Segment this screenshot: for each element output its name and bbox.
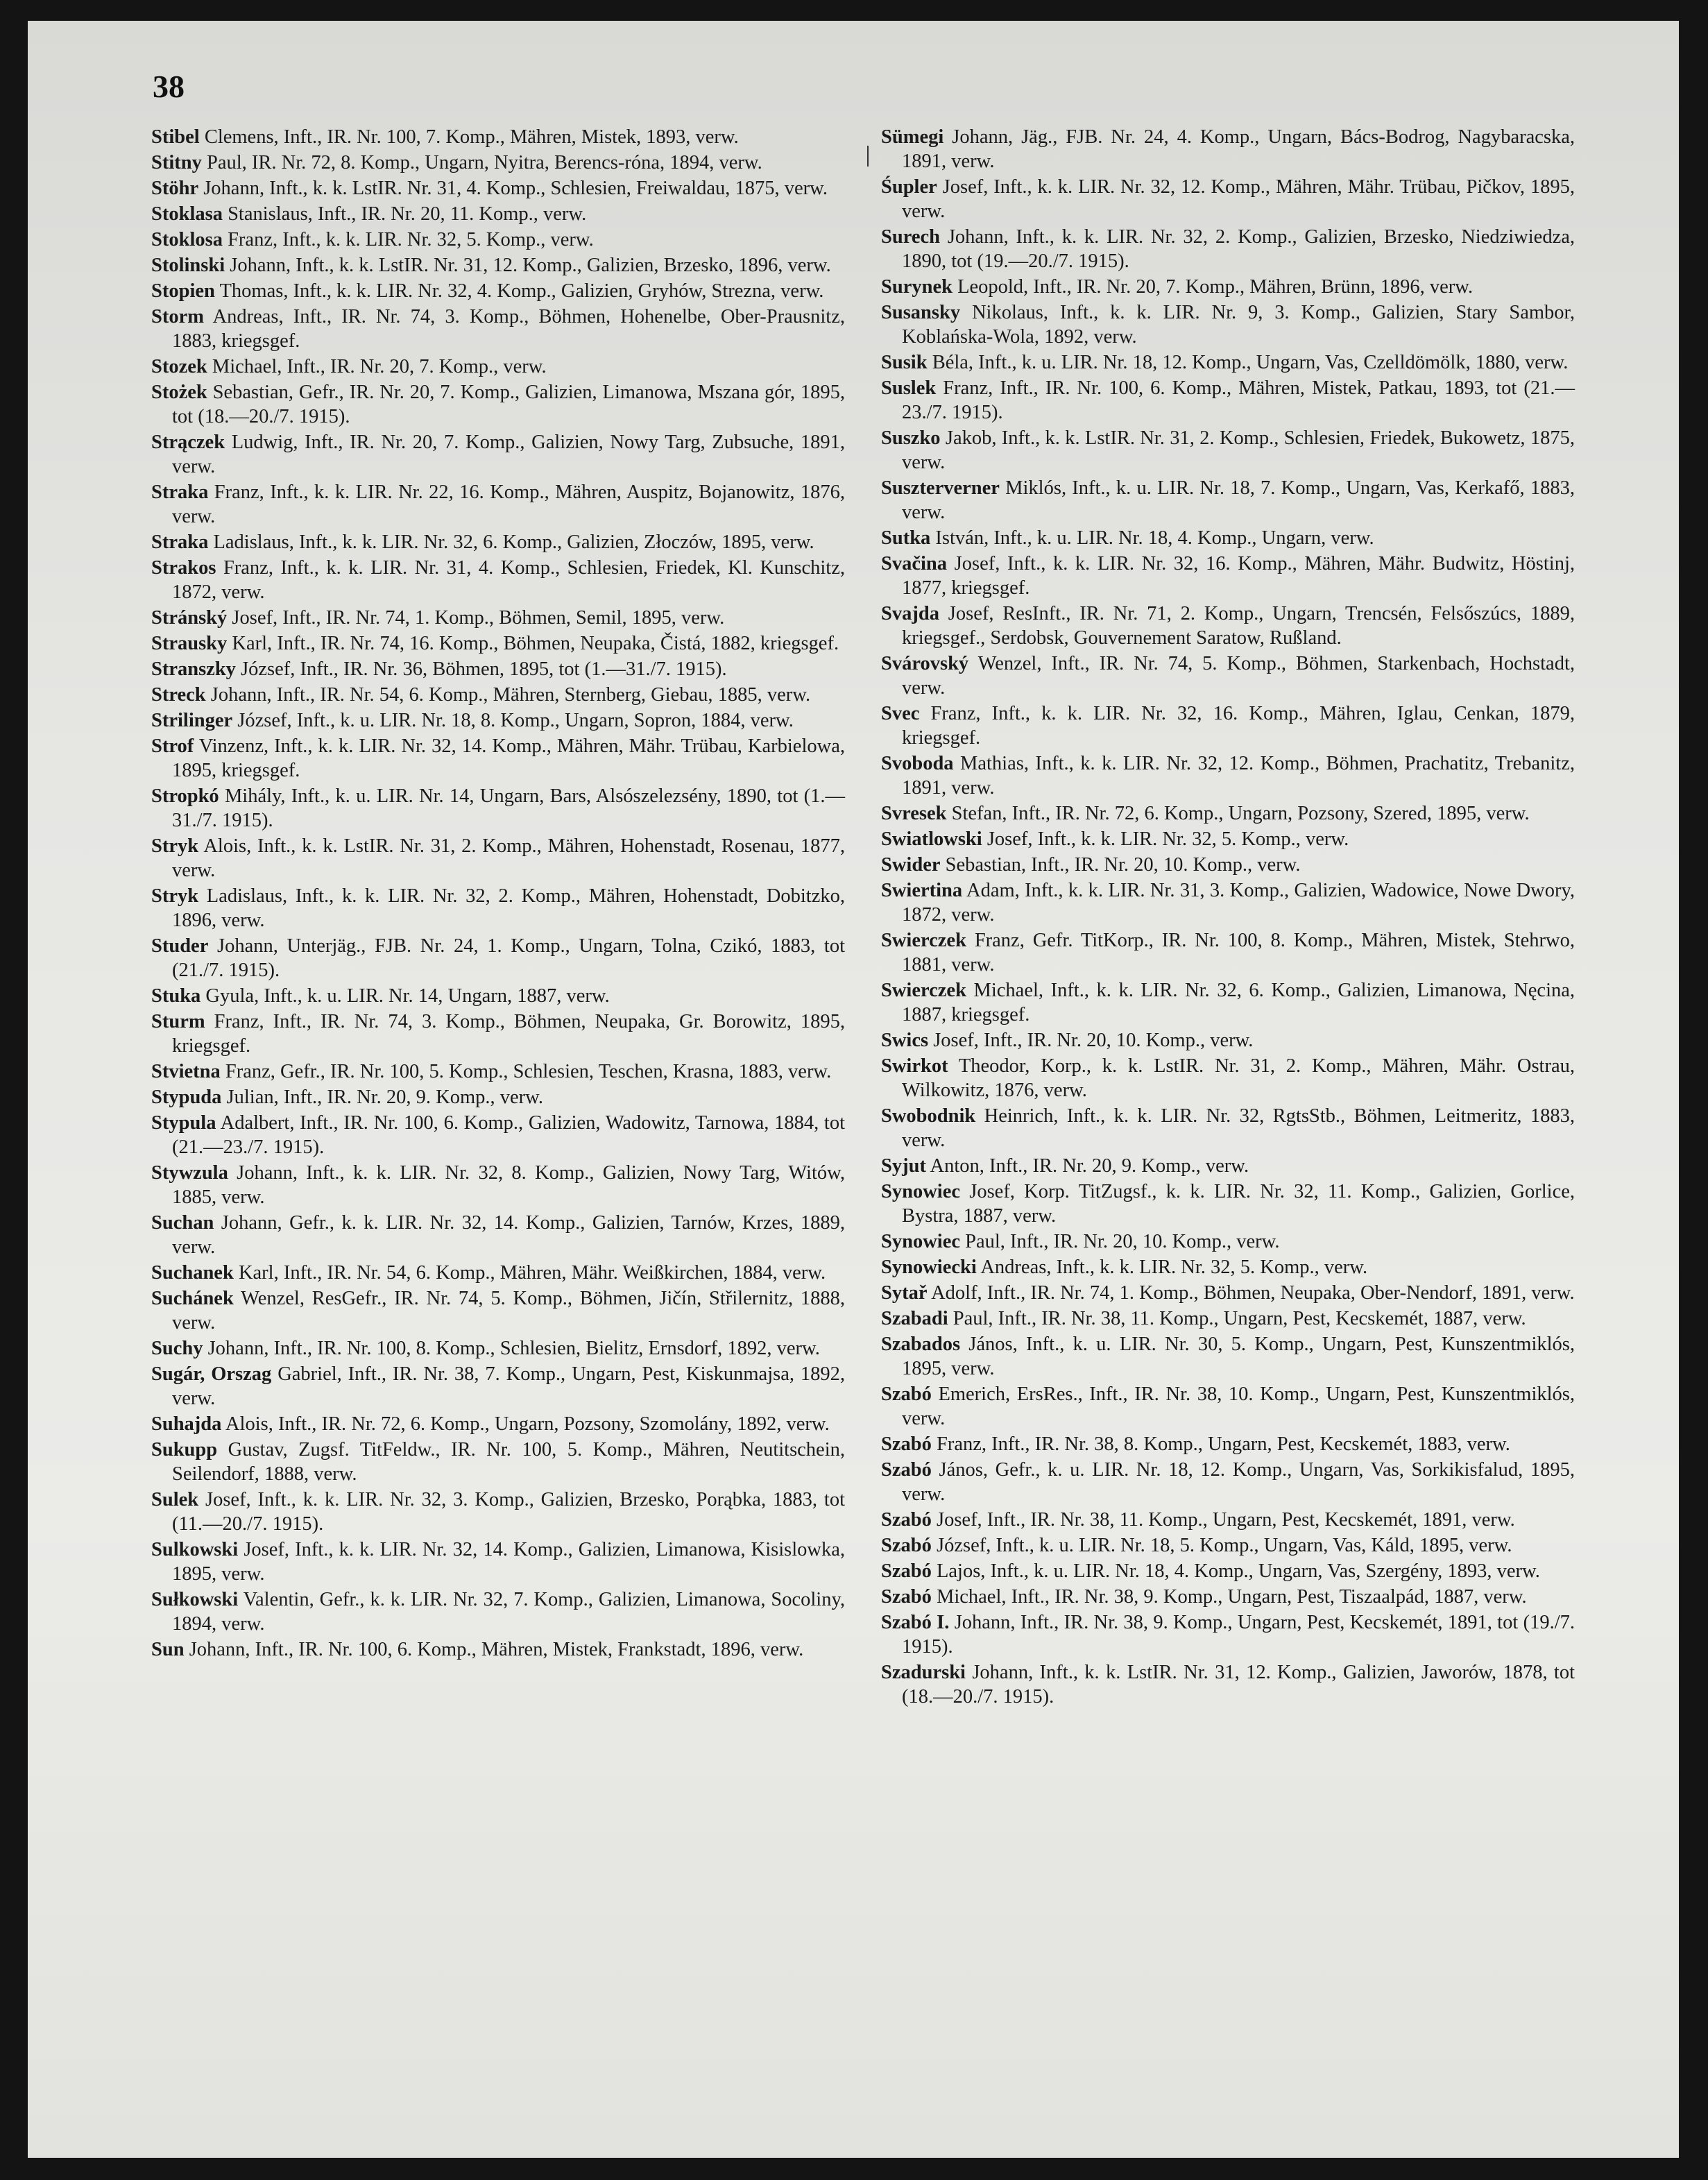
list-entry	[881, 853, 1575, 877]
entry-text: Miklós, Inft., k. u. LIR. Nr. 18, 7. Komp., Ungarn, Vas, Kerkafő, 1883, verw.	[902, 477, 1575, 523]
entry-name: Szabó	[881, 1509, 932, 1531]
entry-name: Stránský	[151, 607, 228, 629]
list-entry	[881, 1508, 1575, 1532]
entry-name: Svárovský	[881, 653, 969, 674]
entry-text: Josef, Inft., IR. Nr. 38, 11. Komp., Ungarn, Pest, Kecskemét, 1891, verw.	[936, 1509, 1515, 1531]
entry-text: Josef, Inft., k. k. LIR. Nr. 32, 12. Komp., Mähren, Mähr. Trübau, Pičkov, 1895, verw.	[902, 176, 1575, 222]
list-entry	[151, 430, 845, 479]
list-entry	[151, 1336, 845, 1361]
entry-name: Szabó I.	[881, 1612, 950, 1633]
list-entry	[881, 701, 1575, 750]
entry-name: Svresek	[881, 803, 947, 824]
entry-name: Szabó	[881, 1383, 932, 1405]
entry-text: Johann, Inft., k. k. LstIR. Nr. 31, 4. Komp., Schlesien, Freiwaldau, 1875, verw.	[203, 178, 828, 199]
entry-text: Johann, Inft., IR. Nr. 100, 8. Komp., Schlesien, Bielitz, Ernsdorf, 1892, verw.	[207, 1338, 820, 1359]
entry-name: Synowiecki	[881, 1257, 977, 1278]
list-entry	[881, 1432, 1575, 1456]
entry-name: Suszko	[881, 427, 941, 449]
entry-text: Paul, Inft., IR. Nr. 20, 10. Komp., verw.	[965, 1231, 1280, 1252]
list-entry	[881, 376, 1575, 425]
entry-text: János, Gefr., k. u. LIR. Nr. 18, 12. Komp., Ungarn, Vas, Sorkikisfalud, 1895, verw.	[902, 1459, 1575, 1505]
entry-text: Paul, Inft., IR. Nr. 38, 11. Komp., Ungarn, Pest, Kecskemét, 1887, verw.	[953, 1308, 1526, 1329]
entry-text: Johann, Inft., k. k. LstIR. Nr. 31, 12. Komp., Galizien, Brzesko, 1896, verw.	[230, 255, 831, 276]
entry-text: Johann, Jäg., FJB. Nr. 24, 4. Komp., Ungarn, Bács-Bodrog, Nagybaracska, 1891, verw.	[902, 126, 1575, 172]
entry-text: Franz, Gefr., IR. Nr. 100, 5. Komp., Schlesien, Teschen, Krasna, 1883, verw.	[225, 1061, 832, 1082]
list-entry	[151, 934, 845, 982]
entry-name: Stvietna	[151, 1061, 221, 1082]
entry-text: Josef, Inft., k. k. LIR. Nr. 32, 14. Komp., Galizien, Limanowa, Kisislowka, 1895, verw.	[172, 1539, 846, 1585]
entry-name: Szabados	[881, 1334, 961, 1355]
entry-name: Stywzula	[151, 1162, 228, 1184]
entry-text: Josef, Inft., IR. Nr. 74, 1. Komp., Böhmen, Semil, 1895, verw.	[232, 607, 725, 629]
list-entry	[151, 279, 845, 303]
entry-name: Svoboda	[881, 753, 954, 774]
entry-name: Susik	[881, 352, 928, 373]
entry-name: Svačina	[881, 553, 948, 574]
entry-name: Suszterverner	[881, 477, 1000, 499]
list-entry	[151, 734, 845, 783]
entry-text: Johann, Gefr., k. k. LIR. Nr. 32, 14. Komp., Galizien, Tarnów, Krzes, 1889, verw.	[172, 1212, 845, 1258]
entry-name: Stypuda	[151, 1087, 222, 1108]
entry-name: Stryk	[151, 885, 199, 907]
column-divider	[867, 146, 869, 167]
list-entry	[881, 602, 1575, 650]
entry-name: Stozek	[151, 356, 207, 377]
list-entry	[881, 1054, 1575, 1102]
entry-name: Szabó	[881, 1535, 932, 1556]
entry-name: Swierczek	[881, 930, 966, 951]
list-entry	[881, 1559, 1575, 1583]
entry-text: Clemens, Inft., IR. Nr. 100, 7. Komp., Mähren, Mistek, 1893, verw.	[204, 126, 739, 148]
entry-name: Suhajda	[151, 1413, 222, 1435]
entry-name: Synowiec	[881, 1181, 960, 1202]
entry-text: Franz, Inft., k. k. LIR. Nr. 32, 5. Komp., verw.	[228, 229, 594, 250]
entry-text: Wenzel, Inft., IR. Nr. 74, 5. Komp., Böhmen, Starkenbach, Hochstadt, verw.	[902, 653, 1575, 699]
entry-name: Straka	[151, 531, 209, 553]
entry-name: Stoklasa	[151, 203, 223, 225]
entry-name: Synowiec	[881, 1231, 960, 1252]
list-entry	[151, 657, 845, 681]
list-entry	[151, 1538, 845, 1586]
entry-text: Mathias, Inft., k. k. LIR. Nr. 32, 12. Komp., Böhmen, Prachatitz, Trebanitz, 1891, verw.	[902, 753, 1575, 799]
entry-name: Storm	[151, 306, 204, 327]
entry-text: József, Inft., k. u. LIR. Nr. 18, 8. Komp., Ungarn, Sopron, 1884, verw.	[237, 710, 794, 731]
list-entry	[151, 202, 845, 226]
list-entry	[151, 1438, 845, 1486]
list-entry	[881, 476, 1575, 525]
list-entry	[151, 784, 845, 833]
list-entry	[881, 300, 1575, 349]
entry-text: Gustav, Zugsf. TitFeldw., IR. Nr. 100, 5. Komp., Mähren, Neutitschein, Seilendorf, 1888, verw.	[172, 1439, 846, 1485]
entry-text: István, Inft., k. u. LIR. Nr. 18, 4. Komp., Ungarn, verw.	[935, 527, 1374, 549]
entry-name: Sulkowski	[151, 1539, 239, 1560]
list-entry	[881, 878, 1575, 927]
entry-text: Thomas, Inft., k. k. LIR. Nr. 32, 4. Komp., Galizien, Gryhów, Strezna, verw.	[219, 280, 824, 302]
entry-name: Szabadi	[881, 1308, 948, 1329]
entry-name: Sułkowski	[151, 1589, 239, 1610]
entry-text: Josef, Inft., IR. Nr. 20, 10. Komp., verw.	[933, 1030, 1254, 1051]
list-entry	[881, 275, 1575, 299]
entry-text: Leopold, Inft., IR. Nr. 20, 7. Komp., Mähren, Brünn, 1896, verw.	[957, 276, 1474, 298]
entry-name: Szabó	[881, 1560, 932, 1582]
entry-name: Stuka	[151, 985, 201, 1007]
entry-name: Suslek	[881, 377, 937, 399]
entry-text: Gabriel, Inft., IR. Nr. 38, 7. Komp., Ungarn, Pest, Kiskunmajsa, 1892, verw.	[172, 1363, 845, 1409]
entry-text: Johann, Inft., k. k. LIR. Nr. 32, 2. Komp., Galizien, Brzesko, Niedziwiedza, 1890, tot (19.—20./7. 1915).	[902, 226, 1575, 272]
list-entry	[151, 355, 845, 379]
entry-text: Johann, Inft., k. k. LstIR. Nr. 31, 12. Komp., Galizien, Jaworów, 1878, tot (18.—20./7. 1915).	[902, 1662, 1575, 1708]
list-entry	[151, 380, 845, 429]
entry-text: Valentin, Gefr., k. k. LIR. Nr. 32, 7. Komp., Galizien, Limanowa, Socoliny, 1894, verw.	[172, 1589, 845, 1635]
list-entry	[881, 801, 1575, 826]
entry-name: Szabó	[881, 1586, 932, 1608]
entry-name: Syjut	[881, 1155, 926, 1177]
entry-text: Josef, Inft., k. k. LIR. Nr. 32, 5. Komp., verw.	[987, 828, 1349, 850]
entry-name: Strakos	[151, 557, 216, 579]
list-entry	[151, 1161, 845, 1209]
list-entry	[881, 827, 1575, 851]
entry-name: Sytař	[881, 1282, 928, 1304]
list-entry	[881, 1660, 1575, 1709]
entry-text: Stanislaus, Inft., IR. Nr. 20, 11. Komp., verw.	[228, 203, 587, 225]
list-entry	[151, 1059, 845, 1084]
entry-name: Szadurski	[881, 1662, 966, 1683]
list-entry	[151, 228, 845, 252]
entry-name: Strof	[151, 735, 194, 757]
entry-text: Julian, Inft., IR. Nr. 20, 9. Komp., verw.	[226, 1087, 544, 1108]
list-entry	[151, 1010, 845, 1058]
list-entry	[881, 1332, 1575, 1381]
entry-name: Strączek	[151, 432, 225, 453]
entry-text: Alois, Inft., IR. Nr. 72, 6. Komp., Ungarn, Pozsony, Szomolány, 1892, verw.	[225, 1413, 830, 1435]
entry-name: Swobodnik	[881, 1105, 976, 1127]
entry-text: Lajos, Inft., k. u. LIR. Nr. 18, 4. Komp., Ungarn, Vas, Szergény, 1893, verw.	[936, 1560, 1540, 1582]
entry-text: Franz, Inft., IR. Nr. 100, 6. Komp., Mähren, Mistek, Patkau, 1893, tot (21.—23./7. 1915).	[902, 377, 1575, 423]
entry-text: Michael, Inft., IR. Nr. 38, 9. Komp., Ungarn, Pest, Tiszaalpád, 1887, verw.	[936, 1586, 1527, 1608]
entry-name: Sturm	[151, 1011, 205, 1032]
entry-text: Andreas, Inft., k. k. LIR. Nr. 32, 5. Komp., verw.	[980, 1257, 1368, 1278]
entry-text: Ludwig, Inft., IR. Nr. 20, 7. Komp., Galizien, Nowy Targ, Zubsuche, 1891, verw.	[172, 432, 846, 477]
entry-name: Sutka	[881, 527, 931, 549]
entry-text: Franz, Gefr. TitKorp., IR. Nr. 100, 8. Komp., Mähren, Mistek, Stehrwo, 1881, verw.	[902, 930, 1575, 976]
list-entry	[151, 1211, 845, 1259]
entry-text: József, Inft., IR. Nr. 36, Böhmen, 1895, tot (1.—31./7. 1915).	[241, 658, 727, 680]
entry-name: Svec	[881, 703, 920, 724]
entry-name: Śupler	[881, 176, 937, 198]
entry-text: János, Inft., k. u. LIR. Nr. 30, 5. Komp., Ungarn, Pest, Kunszentmiklós, 1895, verw.	[902, 1334, 1575, 1379]
entry-text: Michael, Inft., IR. Nr. 20, 7. Komp., verw.	[212, 356, 547, 377]
list-entry	[881, 1610, 1575, 1659]
list-entry	[881, 652, 1575, 700]
list-entry	[151, 984, 845, 1008]
entry-text: Adolf, Inft., IR. Nr. 74, 1. Komp., Böhmen, Neupaka, Ober-Nendorf, 1891, verw.	[931, 1282, 1575, 1304]
list-entry	[881, 928, 1575, 977]
entry-text: Adalbert, Inft., IR. Nr. 100, 6. Komp., Galizien, Wadowitz, Tarnowa, 1884, tot (21.—23./7. 1915).	[172, 1112, 845, 1158]
list-entry	[881, 1281, 1575, 1305]
entry-text: Béla, Inft., k. u. LIR. Nr. 18, 12. Komp., Ungarn, Vas, Czelldömölk, 1880, verw.	[932, 352, 1569, 373]
list-entry	[881, 1306, 1575, 1331]
entry-text: Adam, Inft., k. k. LIR. Nr. 31, 3. Komp., Galizien, Wadowice, Nowe Dwory, 1872, verw.	[902, 880, 1575, 926]
entry-name: Surynek	[881, 276, 953, 298]
list-entry	[881, 1458, 1575, 1506]
entry-text: Paul, IR. Nr. 72, 8. Komp., Ungarn, Nyitra, Berencs-róna, 1894, verw.	[206, 152, 762, 173]
entry-name: Stypula	[151, 1112, 216, 1134]
entry-text: Stefan, Inft., IR. Nr. 72, 6. Komp., Ungarn, Pozsony, Szered, 1895, verw.	[951, 803, 1530, 824]
entry-name: Susansky	[881, 302, 961, 323]
list-entry	[881, 1104, 1575, 1152]
entry-name: Stitny	[151, 152, 202, 173]
entry-text: Johann, Inft., k. k. LIR. Nr. 32, 8. Komp., Galizien, Nowy Targ, Witów, 1885, verw.	[172, 1162, 846, 1208]
list-entry	[151, 1111, 845, 1159]
entry-text: Nikolaus, Inft., k. k. LIR. Nr. 9, 3. Komp., Galizien, Stary Sambor, Koblańska-Wola, 1892, verw.	[902, 302, 1575, 348]
left-column	[151, 125, 845, 1663]
list-entry	[151, 1362, 845, 1411]
document-page	[28, 21, 1679, 2158]
entry-text: Josef, Korp. TitZugsf., k. k. LIR. Nr. 32, 11. Komp., Galizien, Gorlice, Bystra, 1887, verw.	[902, 1181, 1575, 1227]
entry-text: Mihály, Inft., k. u. LIR. Nr. 14, Ungarn, Bars, Alsószelezsény, 1890, tot (1.—31./7. 1915).	[172, 785, 846, 831]
list-entry	[881, 1229, 1575, 1254]
list-entry	[881, 978, 1575, 1027]
list-entry	[881, 1180, 1575, 1228]
entry-text: Anton, Inft., IR. Nr. 20, 9. Komp., verw.	[930, 1155, 1249, 1177]
list-entry	[151, 480, 845, 529]
entry-name: Swics	[881, 1030, 929, 1051]
entry-name: Suchy	[151, 1338, 203, 1359]
entry-name: Suchánek	[151, 1288, 234, 1309]
list-entry	[151, 834, 845, 883]
entry-name: Swiatlowski	[881, 828, 982, 850]
entry-name: Sukupp	[151, 1439, 218, 1461]
entry-name: Stoklosa	[151, 229, 223, 250]
entry-name: Strausky	[151, 633, 228, 654]
list-entry	[151, 1488, 845, 1536]
entry-name: Sümegi	[881, 126, 944, 148]
list-entry	[881, 175, 1575, 223]
list-entry	[881, 552, 1575, 600]
list-entry	[151, 606, 845, 630]
entry-name: Stöhr	[151, 178, 199, 199]
entry-name: Suchanek	[151, 1262, 234, 1284]
entry-text: Josef, Inft., k. k. LIR. Nr. 32, 16. Komp., Mähren, Mähr. Budwitz, Höstinj, 1877, kriegsgef.	[902, 553, 1575, 599]
list-entry	[151, 1085, 845, 1109]
entry-text: Josef, ResInft., IR. Nr. 71, 2. Komp., Ungarn, Trencsén, Felsőszúcs, 1889, kriegsgef., Serdobsk, Gouvernement Saratow, Rußland.	[902, 603, 1575, 649]
entry-text: Johann, Inft., IR. Nr. 54, 6. Komp., Mähren, Sternberg, Giebau, 1885, verw.	[210, 684, 811, 706]
entry-text: Johann, Unterjäg., FJB. Nr. 24, 1. Komp., Ungarn, Tolna, Czikó, 1883, tot (21./7. 1915).	[172, 935, 846, 981]
list-entry	[881, 1585, 1575, 1609]
entry-text: Andreas, Inft., IR. Nr. 74, 3. Komp., Böhmen, Hohenelbe, Ober-Prausnitz, 1883, kriegsgef.	[172, 306, 845, 352]
entry-name: Straka	[151, 482, 209, 503]
list-entry	[151, 305, 845, 353]
entry-name: Stranszky	[151, 658, 236, 680]
list-entry	[151, 530, 845, 554]
list-entry	[151, 884, 845, 933]
entry-name: Szabó	[881, 1433, 932, 1455]
list-entry	[881, 1028, 1575, 1053]
entry-name: Strilinger	[151, 710, 233, 731]
entry-text: Emerich, ErsRes., Inft., IR. Nr. 38, 10. Komp., Ungarn, Pest, Kunszentmiklós, verw.	[902, 1383, 1575, 1429]
entry-name: Stożek	[151, 382, 207, 403]
entry-text: Franz, Inft., IR. Nr. 38, 8. Komp., Ungarn, Pest, Kecskemét, 1883, verw.	[936, 1433, 1510, 1455]
entry-text: Sebastian, Gefr., IR. Nr. 20, 7. Komp., Galizien, Limanowa, Mszana gór, 1895, tot (18.—20./7. 1915).	[172, 382, 845, 427]
entry-name: Svajda	[881, 603, 939, 624]
list-entry	[881, 1533, 1575, 1558]
entry-text: Michael, Inft., k. k. LIR. Nr. 32, 6. Komp., Galizien, Limanowa, Nęcina, 1887, kriegsgef.	[902, 980, 1575, 1025]
right-column	[881, 125, 1575, 1710]
entry-name: Swiertina	[881, 880, 963, 901]
list-entry	[151, 1412, 845, 1436]
entry-name: Sun	[151, 1639, 185, 1660]
list-entry	[151, 1587, 845, 1636]
list-entry	[881, 350, 1575, 375]
list-entry	[881, 526, 1575, 550]
list-entry	[881, 751, 1575, 800]
list-entry	[151, 683, 845, 707]
entry-text: Franz, Inft., k. k. LIR. Nr. 22, 16. Komp., Mähren, Auspitz, Bojanowitz, 1876, verw.	[172, 482, 846, 527]
list-entry	[881, 125, 1575, 173]
entry-name: Stolinski	[151, 255, 225, 276]
entry-name: Surech	[881, 226, 940, 248]
entry-name: Sulek	[151, 1489, 199, 1510]
entry-text: Jakob, Inft., k. k. LstIR. Nr. 31, 2. Komp., Schlesien, Friedek, Bukowetz, 1875, verw.	[902, 427, 1575, 473]
entry-name: Swider	[881, 854, 941, 876]
entry-name: Streck	[151, 684, 206, 706]
list-entry	[151, 176, 845, 201]
entry-name: Stopien	[151, 280, 215, 302]
page-number: 38	[153, 69, 185, 104]
list-entry	[881, 1382, 1575, 1431]
list-entry	[151, 1286, 845, 1335]
entry-text: Karl, Inft., IR. Nr. 74, 16. Komp., Böhmen, Neupaka, Čistá, 1882, kriegsgef.	[232, 633, 839, 654]
list-entry	[151, 125, 845, 149]
list-entry	[151, 253, 845, 278]
entry-name: Swierczek	[881, 980, 966, 1001]
entry-text: Ladislaus, Inft., k. k. LIR. Nr. 32, 6. Komp., Galizien, Złoczów, 1895, verw.	[213, 531, 814, 553]
list-entry	[881, 426, 1575, 475]
entry-name: Szabó	[881, 1459, 932, 1481]
entry-text: Franz, Inft., k. k. LIR. Nr. 32, 16. Komp., Mähren, Iglau, Cenkan, 1879, kriegsgef.	[902, 703, 1575, 749]
entry-text: Sebastian, Inft., IR. Nr. 20, 10. Komp., verw.	[945, 854, 1301, 876]
entry-name: Sugár, Orszag	[151, 1363, 272, 1385]
entry-text: Johann, Inft., IR. Nr. 38, 9. Komp., Ungarn, Pest, Kecskemét, 1891, tot (19./7. 1915).	[902, 1612, 1575, 1658]
entry-text: Theodor, Korp., k. k. LstIR. Nr. 31, 2. Komp., Mähren, Mähr. Ostrau, Wilkowitz, 1876, verw.	[902, 1055, 1575, 1101]
list-entry	[881, 1255, 1575, 1279]
entry-text: Gyula, Inft., k. u. LIR. Nr. 14, Ungarn, 1887, verw.	[205, 985, 610, 1007]
entry-text: József, Inft., k. u. LIR. Nr. 18, 5. Komp., Ungarn, Vas, Káld, 1895, verw.	[936, 1535, 1512, 1556]
list-entry	[151, 556, 845, 604]
entry-name: Suchan	[151, 1212, 214, 1234]
entry-text: Johann, Inft., IR. Nr. 100, 6. Komp., Mähren, Mistek, Frankstadt, 1896, verw.	[189, 1639, 804, 1660]
entry-name: Stryk	[151, 835, 199, 857]
entry-name: Stibel	[151, 126, 200, 148]
list-entry	[881, 225, 1575, 273]
entry-text: Franz, Inft., k. k. LIR. Nr. 31, 4. Komp., Schlesien, Friedek, Kl. Kunschitz, 1872, verw.	[172, 557, 846, 603]
list-entry	[151, 151, 845, 175]
entry-text: Josef, Inft., k. k. LIR. Nr. 32, 3. Komp., Galizien, Brzesko, Porąbka, 1883, tot (11.—20./7. 1915).	[172, 1489, 845, 1535]
entry-text: Wenzel, ResGefr., IR. Nr. 74, 5. Komp., Böhmen, Jičín, Střilernitz, 1888, verw.	[172, 1288, 845, 1334]
entry-name: Stropkó	[151, 785, 219, 807]
entry-name: Swirkot	[881, 1055, 948, 1077]
entry-text: Vinzenz, Inft., k. k. LIR. Nr. 32, 14. Komp., Mähren, Mähr. Trübau, Karbielowa, 1895, kriegsgef.	[172, 735, 845, 781]
entry-name: Studer	[151, 935, 209, 957]
list-entry	[881, 1154, 1575, 1178]
list-entry	[151, 708, 845, 733]
entry-text: Alois, Inft., k. k. LstIR. Nr. 31, 2. Komp., Mähren, Hohenstadt, Rosenau, 1877, verw.	[172, 835, 845, 881]
list-entry	[151, 1261, 845, 1285]
entry-text: Karl, Inft., IR. Nr. 54, 6. Komp., Mähren, Mähr. Weißkirchen, 1884, verw.	[238, 1262, 826, 1284]
entry-text: Franz, Inft., IR. Nr. 74, 3. Komp., Böhmen, Neupaka, Gr. Borowitz, 1895, kriegsgef.	[172, 1011, 845, 1057]
entry-text: Heinrich, Inft., k. k. LIR. Nr. 32, RgtsStb., Böhmen, Leitmeritz, 1883, verw.	[902, 1105, 1575, 1151]
list-entry	[151, 631, 845, 656]
entry-text: Ladislaus, Inft., k. k. LIR. Nr. 32, 2. Komp., Mähren, Hohenstadt, Dobitzko, 1896, verw.	[172, 885, 846, 931]
list-entry	[151, 1637, 845, 1662]
